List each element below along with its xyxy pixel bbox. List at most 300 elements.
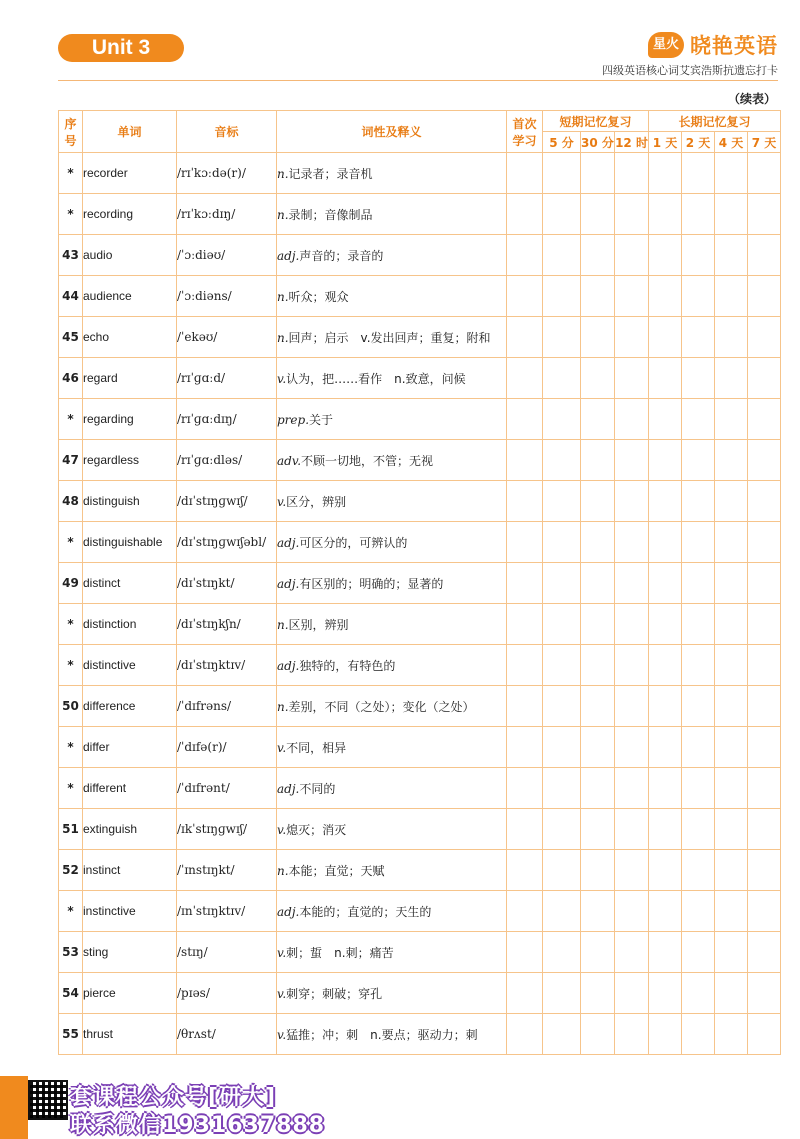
row-part-of-speech: adj. bbox=[277, 576, 300, 591]
row-part-of-speech: v. bbox=[277, 494, 287, 509]
row-phonetic: /dɪˈstɪŋktɪv/ bbox=[177, 645, 277, 686]
review-checkbox-cell[interactable] bbox=[615, 932, 649, 973]
review-checkbox-cell[interactable] bbox=[715, 768, 748, 809]
review-checkbox-cell[interactable] bbox=[507, 522, 543, 563]
header-index: 序号 bbox=[59, 111, 83, 153]
row-index: * bbox=[59, 727, 83, 768]
review-checkbox-cell[interactable] bbox=[615, 850, 649, 891]
review-checkbox-cell[interactable] bbox=[682, 153, 715, 194]
row-index: 55 bbox=[59, 1014, 83, 1055]
row-phonetic: /rɪˈɡɑːd/ bbox=[177, 358, 277, 399]
review-checkbox-cell[interactable] bbox=[581, 194, 615, 235]
review-checkbox-cell[interactable] bbox=[748, 235, 781, 276]
row-index: 48 bbox=[59, 481, 83, 522]
review-checkbox-cell[interactable] bbox=[715, 727, 748, 768]
review-checkbox-cell[interactable] bbox=[581, 727, 615, 768]
row-index: 43 bbox=[59, 235, 83, 276]
review-checkbox-cell[interactable] bbox=[581, 276, 615, 317]
row-meaning: 录制；音像制品 bbox=[288, 207, 373, 222]
header-4day: 4 天 bbox=[715, 132, 748, 153]
row-part-of-speech: adj. bbox=[277, 904, 300, 919]
row-word: difference bbox=[83, 686, 177, 727]
review-checkbox-cell[interactable] bbox=[682, 891, 715, 932]
row-word: pierce bbox=[83, 973, 177, 1014]
table-row bbox=[59, 891, 781, 932]
table-row bbox=[59, 932, 781, 973]
review-checkbox-cell[interactable] bbox=[715, 686, 748, 727]
row-index: * bbox=[59, 768, 83, 809]
row-meaning: 记录者；录音机 bbox=[288, 166, 373, 181]
review-checkbox-cell[interactable] bbox=[682, 276, 715, 317]
row-phonetic: /rɪˈɡɑːdɪŋ/ bbox=[177, 399, 277, 440]
row-word: distinct bbox=[83, 563, 177, 604]
review-checkbox-cell[interactable] bbox=[682, 850, 715, 891]
row-phonetic: /dɪˈstɪŋɡwɪʃəbl/ bbox=[177, 522, 277, 563]
review-checkbox-cell[interactable] bbox=[615, 399, 649, 440]
review-checkbox-cell[interactable] bbox=[615, 153, 649, 194]
review-checkbox-cell[interactable] bbox=[748, 932, 781, 973]
review-checkbox-cell[interactable] bbox=[581, 440, 615, 481]
review-checkbox-cell[interactable] bbox=[543, 809, 581, 850]
row-index: 49 bbox=[59, 563, 83, 604]
table-row bbox=[59, 563, 781, 604]
table-row bbox=[59, 317, 781, 358]
row-definition bbox=[277, 153, 507, 194]
review-checkbox-cell[interactable] bbox=[649, 727, 682, 768]
review-checkbox-cell[interactable] bbox=[507, 440, 543, 481]
header-word: 单词 bbox=[83, 111, 177, 153]
review-checkbox-cell[interactable] bbox=[715, 440, 748, 481]
header-1day: 1 天 bbox=[649, 132, 682, 153]
brand-name: 晓艳英语 bbox=[690, 34, 778, 58]
row-phonetic: /ɪkˈstɪŋɡwɪʃ/ bbox=[177, 809, 277, 850]
review-checkbox-cell[interactable] bbox=[748, 440, 781, 481]
review-checkbox-cell[interactable] bbox=[615, 358, 649, 399]
review-checkbox-cell[interactable] bbox=[615, 809, 649, 850]
review-checkbox-cell[interactable] bbox=[748, 645, 781, 686]
row-definition bbox=[277, 850, 507, 891]
review-checkbox-cell[interactable] bbox=[615, 194, 649, 235]
row-word: audience bbox=[83, 276, 177, 317]
row-word: distinguish bbox=[83, 481, 177, 522]
review-checkbox-cell[interactable] bbox=[543, 932, 581, 973]
row-definition bbox=[277, 686, 507, 727]
row-part-of-speech: n. bbox=[277, 617, 289, 632]
row-phonetic: /ˈekəʊ/ bbox=[177, 317, 277, 358]
review-checkbox-cell[interactable] bbox=[581, 973, 615, 1014]
review-checkbox-cell[interactable] bbox=[748, 1014, 781, 1055]
row-meaning: 认为，把……看作 n.致意，问候 bbox=[286, 371, 466, 386]
row-meaning: 不同的 bbox=[299, 781, 336, 796]
review-checkbox-cell[interactable] bbox=[649, 153, 682, 194]
row-part-of-speech: n. bbox=[277, 699, 289, 714]
review-checkbox-cell[interactable] bbox=[615, 522, 649, 563]
review-checkbox-cell[interactable] bbox=[715, 194, 748, 235]
row-part-of-speech: n. bbox=[277, 289, 289, 304]
page-edge-bar bbox=[0, 1076, 28, 1139]
review-checkbox-cell[interactable] bbox=[715, 973, 748, 1014]
review-checkbox-cell[interactable] bbox=[649, 276, 682, 317]
row-index: * bbox=[59, 153, 83, 194]
review-checkbox-cell[interactable] bbox=[682, 727, 715, 768]
row-part-of-speech: v. bbox=[277, 740, 287, 755]
row-meaning: 刺穿；刺破；穿孔 bbox=[286, 986, 383, 1001]
row-word: regardless bbox=[83, 440, 177, 481]
review-checkbox-cell[interactable] bbox=[748, 317, 781, 358]
row-definition bbox=[277, 891, 507, 932]
review-checkbox-cell[interactable] bbox=[715, 522, 748, 563]
review-checkbox-cell[interactable] bbox=[682, 973, 715, 1014]
review-checkbox-cell[interactable] bbox=[682, 809, 715, 850]
row-index: * bbox=[59, 194, 83, 235]
row-part-of-speech: v. bbox=[277, 1027, 287, 1042]
review-checkbox-cell[interactable] bbox=[507, 481, 543, 522]
review-checkbox-cell[interactable] bbox=[543, 276, 581, 317]
review-checkbox-cell[interactable] bbox=[649, 686, 682, 727]
row-phonetic: /ˈɔːdiəʊ/ bbox=[177, 235, 277, 276]
review-checkbox-cell[interactable] bbox=[715, 645, 748, 686]
review-checkbox-cell[interactable] bbox=[748, 358, 781, 399]
review-checkbox-cell[interactable] bbox=[615, 440, 649, 481]
row-word: recorder bbox=[83, 153, 177, 194]
review-checkbox-cell[interactable] bbox=[581, 604, 615, 645]
row-definition bbox=[277, 317, 507, 358]
review-checkbox-cell[interactable] bbox=[615, 727, 649, 768]
review-checkbox-cell[interactable] bbox=[615, 563, 649, 604]
row-definition bbox=[277, 399, 507, 440]
row-part-of-speech: v. bbox=[277, 986, 287, 1001]
row-index: 50 bbox=[59, 686, 83, 727]
row-meaning: 声音的；录音的 bbox=[299, 248, 384, 263]
row-definition bbox=[277, 235, 507, 276]
review-checkbox-cell[interactable] bbox=[615, 235, 649, 276]
row-word: audio bbox=[83, 235, 177, 276]
row-part-of-speech: adv. bbox=[277, 453, 302, 468]
review-checkbox-cell[interactable] bbox=[748, 481, 781, 522]
review-checkbox-cell[interactable] bbox=[581, 645, 615, 686]
review-checkbox-cell[interactable] bbox=[682, 604, 715, 645]
row-part-of-speech: adj. bbox=[277, 658, 300, 673]
review-checkbox-cell[interactable] bbox=[581, 153, 615, 194]
row-phonetic: /stɪŋ/ bbox=[177, 932, 277, 973]
row-word: instinctive bbox=[83, 891, 177, 932]
row-meaning: 刺；蜇 n.刺；痛苦 bbox=[286, 945, 394, 960]
review-checkbox-cell[interactable] bbox=[748, 809, 781, 850]
header-2day: 2 天 bbox=[682, 132, 715, 153]
review-checkbox-cell[interactable] bbox=[543, 235, 581, 276]
unit-badge: Unit 3 bbox=[58, 34, 184, 62]
row-definition bbox=[277, 1014, 507, 1055]
row-word: echo bbox=[83, 317, 177, 358]
row-phonetic: /dɪˈstɪŋkʃn/ bbox=[177, 604, 277, 645]
table-row bbox=[59, 481, 781, 522]
row-part-of-speech: n. bbox=[277, 863, 289, 878]
review-checkbox-cell[interactable] bbox=[682, 522, 715, 563]
review-checkbox-cell[interactable] bbox=[649, 891, 682, 932]
review-checkbox-cell[interactable] bbox=[543, 768, 581, 809]
review-checkbox-cell[interactable] bbox=[507, 645, 543, 686]
row-meaning: 可区分的，可辨认的 bbox=[299, 535, 408, 550]
row-word: distinctive bbox=[83, 645, 177, 686]
review-checkbox-cell[interactable] bbox=[543, 973, 581, 1014]
review-checkbox-cell[interactable] bbox=[649, 440, 682, 481]
review-checkbox-cell[interactable] bbox=[715, 850, 748, 891]
review-checkbox-cell[interactable] bbox=[581, 932, 615, 973]
review-checkbox-cell[interactable] bbox=[507, 358, 543, 399]
row-word: recording bbox=[83, 194, 177, 235]
review-checkbox-cell[interactable] bbox=[507, 153, 543, 194]
review-checkbox-cell[interactable] bbox=[615, 768, 649, 809]
row-phonetic: /rɪˈkɔːdə(r)/ bbox=[177, 153, 277, 194]
table-row bbox=[59, 440, 781, 481]
row-word: sting bbox=[83, 932, 177, 973]
review-checkbox-cell[interactable] bbox=[682, 768, 715, 809]
review-checkbox-cell[interactable] bbox=[507, 768, 543, 809]
review-checkbox-cell[interactable] bbox=[615, 604, 649, 645]
review-checkbox-cell[interactable] bbox=[682, 563, 715, 604]
book-subtitle: 四级英语核心词艾宾浩斯抗遗忘打卡 bbox=[602, 64, 778, 77]
review-checkbox-cell[interactable] bbox=[543, 891, 581, 932]
review-checkbox-cell[interactable] bbox=[543, 481, 581, 522]
review-checkbox-cell[interactable] bbox=[649, 522, 682, 563]
review-checkbox-cell[interactable] bbox=[581, 481, 615, 522]
review-checkbox-cell[interactable] bbox=[507, 973, 543, 1014]
row-index: 51 bbox=[59, 809, 83, 850]
review-checkbox-cell[interactable] bbox=[649, 809, 682, 850]
table-row bbox=[59, 686, 781, 727]
row-meaning: 回声；启示 v.发出回声；重复；附和 bbox=[288, 330, 491, 345]
row-index: * bbox=[59, 645, 83, 686]
review-checkbox-cell[interactable] bbox=[581, 891, 615, 932]
review-checkbox-cell[interactable] bbox=[715, 932, 748, 973]
review-checkbox-cell[interactable] bbox=[581, 563, 615, 604]
review-checkbox-cell[interactable] bbox=[748, 563, 781, 604]
table-row bbox=[59, 809, 781, 850]
review-checkbox-cell[interactable] bbox=[649, 1014, 682, 1055]
review-checkbox-cell[interactable] bbox=[543, 317, 581, 358]
review-checkbox-cell[interactable] bbox=[748, 850, 781, 891]
review-checkbox-cell[interactable] bbox=[581, 809, 615, 850]
row-meaning: 差别，不同（之处）；变化（之处） bbox=[288, 699, 475, 714]
review-checkbox-cell[interactable] bbox=[649, 317, 682, 358]
review-checkbox-cell[interactable] bbox=[715, 809, 748, 850]
review-checkbox-cell[interactable] bbox=[715, 153, 748, 194]
row-definition bbox=[277, 440, 507, 481]
review-checkbox-cell[interactable] bbox=[507, 932, 543, 973]
review-checkbox-cell[interactable] bbox=[682, 235, 715, 276]
row-word: regard bbox=[83, 358, 177, 399]
row-phonetic: /dɪˈstɪŋkt/ bbox=[177, 563, 277, 604]
row-index: 45 bbox=[59, 317, 83, 358]
review-checkbox-cell[interactable] bbox=[715, 563, 748, 604]
review-checkbox-cell[interactable] bbox=[649, 235, 682, 276]
row-phonetic: /ɪnˈstɪŋktɪv/ bbox=[177, 891, 277, 932]
review-checkbox-cell[interactable] bbox=[507, 563, 543, 604]
row-part-of-speech: adj. bbox=[277, 781, 300, 796]
review-checkbox-cell[interactable] bbox=[649, 481, 682, 522]
review-checkbox-cell[interactable] bbox=[649, 850, 682, 891]
row-index: 47 bbox=[59, 440, 83, 481]
row-index: * bbox=[59, 522, 83, 563]
review-checkbox-cell[interactable] bbox=[748, 604, 781, 645]
review-checkbox-cell[interactable] bbox=[748, 768, 781, 809]
review-checkbox-cell[interactable] bbox=[507, 891, 543, 932]
review-checkbox-cell[interactable] bbox=[682, 645, 715, 686]
row-meaning: 不顾一切地，不管；无视 bbox=[301, 453, 434, 468]
row-meaning: 本能的；直觉的；天生的 bbox=[299, 904, 432, 919]
review-checkbox-cell[interactable] bbox=[682, 358, 715, 399]
review-checkbox-cell[interactable] bbox=[682, 440, 715, 481]
review-checkbox-cell[interactable] bbox=[715, 358, 748, 399]
review-checkbox-cell[interactable] bbox=[543, 153, 581, 194]
review-checkbox-cell[interactable] bbox=[649, 768, 682, 809]
row-meaning: 本能；直觉；天赋 bbox=[288, 863, 385, 878]
table-row bbox=[59, 850, 781, 891]
review-checkbox-cell[interactable] bbox=[615, 891, 649, 932]
review-checkbox-cell[interactable] bbox=[507, 317, 543, 358]
header-30min: 30 分 bbox=[581, 132, 615, 153]
review-checkbox-cell[interactable] bbox=[581, 317, 615, 358]
row-index: 46 bbox=[59, 358, 83, 399]
row-definition bbox=[277, 604, 507, 645]
review-checkbox-cell[interactable] bbox=[507, 194, 543, 235]
review-checkbox-cell[interactable] bbox=[682, 932, 715, 973]
review-checkbox-cell[interactable] bbox=[715, 891, 748, 932]
review-checkbox-cell[interactable] bbox=[748, 891, 781, 932]
review-checkbox-cell[interactable] bbox=[748, 522, 781, 563]
review-checkbox-cell[interactable] bbox=[581, 686, 615, 727]
qr-code-icon bbox=[28, 1080, 68, 1120]
review-checkbox-cell[interactable] bbox=[748, 153, 781, 194]
review-checkbox-cell[interactable] bbox=[682, 1014, 715, 1055]
review-checkbox-cell[interactable] bbox=[543, 522, 581, 563]
review-checkbox-cell[interactable] bbox=[543, 563, 581, 604]
review-checkbox-cell[interactable] bbox=[615, 645, 649, 686]
header-7day: 7 天 bbox=[748, 132, 781, 153]
review-checkbox-cell[interactable] bbox=[507, 604, 543, 645]
row-meaning: 区分，辨别 bbox=[286, 494, 347, 509]
row-index: 54 bbox=[59, 973, 83, 1014]
review-checkbox-cell[interactable] bbox=[581, 1014, 615, 1055]
review-checkbox-cell[interactable] bbox=[507, 235, 543, 276]
review-checkbox-cell[interactable] bbox=[649, 973, 682, 1014]
header-phonetic: 音标 bbox=[177, 111, 277, 153]
review-checkbox-cell[interactable] bbox=[748, 686, 781, 727]
review-checkbox-cell[interactable] bbox=[543, 686, 581, 727]
review-checkbox-cell[interactable] bbox=[649, 932, 682, 973]
row-definition bbox=[277, 522, 507, 563]
review-checkbox-cell[interactable] bbox=[543, 850, 581, 891]
review-checkbox-cell[interactable] bbox=[715, 235, 748, 276]
review-checkbox-cell[interactable] bbox=[581, 768, 615, 809]
review-checkbox-cell[interactable] bbox=[649, 604, 682, 645]
review-checkbox-cell[interactable] bbox=[682, 194, 715, 235]
row-part-of-speech: v. bbox=[277, 371, 287, 386]
review-checkbox-cell[interactable] bbox=[682, 686, 715, 727]
review-checkbox-cell[interactable] bbox=[615, 686, 649, 727]
review-checkbox-cell[interactable] bbox=[543, 645, 581, 686]
review-checkbox-cell[interactable] bbox=[649, 645, 682, 686]
review-checkbox-cell[interactable] bbox=[715, 604, 748, 645]
review-checkbox-cell[interactable] bbox=[543, 194, 581, 235]
review-checkbox-cell[interactable] bbox=[615, 481, 649, 522]
review-checkbox-cell[interactable] bbox=[748, 194, 781, 235]
row-meaning: 不同，相异 bbox=[286, 740, 347, 755]
review-checkbox-cell[interactable] bbox=[543, 604, 581, 645]
table-row bbox=[59, 399, 781, 440]
review-checkbox-cell[interactable] bbox=[649, 399, 682, 440]
review-checkbox-cell[interactable] bbox=[507, 686, 543, 727]
row-phonetic: /θrʌst/ bbox=[177, 1014, 277, 1055]
review-checkbox-cell[interactable] bbox=[543, 440, 581, 481]
row-index: * bbox=[59, 399, 83, 440]
review-checkbox-cell[interactable] bbox=[715, 481, 748, 522]
review-checkbox-cell[interactable] bbox=[543, 399, 581, 440]
row-meaning: 关于 bbox=[309, 412, 334, 427]
review-checkbox-cell[interactable] bbox=[682, 399, 715, 440]
review-checkbox-cell[interactable] bbox=[507, 1014, 543, 1055]
review-checkbox-cell[interactable] bbox=[543, 727, 581, 768]
review-checkbox-cell[interactable] bbox=[543, 1014, 581, 1055]
row-phonetic: /ˈdɪfrəns/ bbox=[177, 686, 277, 727]
header-5min: 5 分 bbox=[543, 132, 581, 153]
review-checkbox-cell[interactable] bbox=[507, 809, 543, 850]
row-word: regarding bbox=[83, 399, 177, 440]
row-definition bbox=[277, 973, 507, 1014]
review-checkbox-cell[interactable] bbox=[615, 317, 649, 358]
review-checkbox-cell[interactable] bbox=[715, 1014, 748, 1055]
table-row bbox=[59, 522, 781, 563]
review-checkbox-cell[interactable] bbox=[649, 563, 682, 604]
review-checkbox-cell[interactable] bbox=[543, 358, 581, 399]
table-row bbox=[59, 645, 781, 686]
review-checkbox-cell[interactable] bbox=[507, 850, 543, 891]
continued-label: （续表） bbox=[727, 92, 776, 106]
review-checkbox-cell[interactable] bbox=[748, 727, 781, 768]
review-checkbox-cell[interactable] bbox=[581, 399, 615, 440]
review-checkbox-cell[interactable] bbox=[615, 276, 649, 317]
review-checkbox-cell[interactable] bbox=[615, 973, 649, 1014]
review-checkbox-cell[interactable] bbox=[748, 973, 781, 1014]
review-checkbox-cell[interactable] bbox=[581, 358, 615, 399]
row-part-of-speech: n. bbox=[277, 207, 289, 222]
table-row bbox=[59, 358, 781, 399]
review-checkbox-cell[interactable] bbox=[507, 399, 543, 440]
review-checkbox-cell[interactable] bbox=[507, 276, 543, 317]
review-checkbox-cell[interactable] bbox=[682, 481, 715, 522]
review-checkbox-cell[interactable] bbox=[748, 276, 781, 317]
review-checkbox-cell[interactable] bbox=[615, 1014, 649, 1055]
review-checkbox-cell[interactable] bbox=[715, 276, 748, 317]
review-checkbox-cell[interactable] bbox=[649, 358, 682, 399]
review-checkbox-cell[interactable] bbox=[581, 235, 615, 276]
row-word: differ bbox=[83, 727, 177, 768]
review-checkbox-cell[interactable] bbox=[715, 399, 748, 440]
review-checkbox-cell[interactable] bbox=[715, 317, 748, 358]
row-meaning: 熄灭；消灭 bbox=[286, 822, 347, 837]
review-checkbox-cell[interactable] bbox=[507, 727, 543, 768]
review-checkbox-cell[interactable] bbox=[649, 194, 682, 235]
review-checkbox-cell[interactable] bbox=[581, 850, 615, 891]
review-checkbox-cell[interactable] bbox=[682, 317, 715, 358]
review-checkbox-cell[interactable] bbox=[581, 522, 615, 563]
row-word: thrust bbox=[83, 1014, 177, 1055]
row-phonetic: /pɪəs/ bbox=[177, 973, 277, 1014]
watermark-line-2: 联系微信1931637888 bbox=[70, 1113, 326, 1138]
table-row bbox=[59, 973, 781, 1014]
row-meaning: 区别，辨别 bbox=[288, 617, 349, 632]
review-checkbox-cell[interactable] bbox=[748, 399, 781, 440]
